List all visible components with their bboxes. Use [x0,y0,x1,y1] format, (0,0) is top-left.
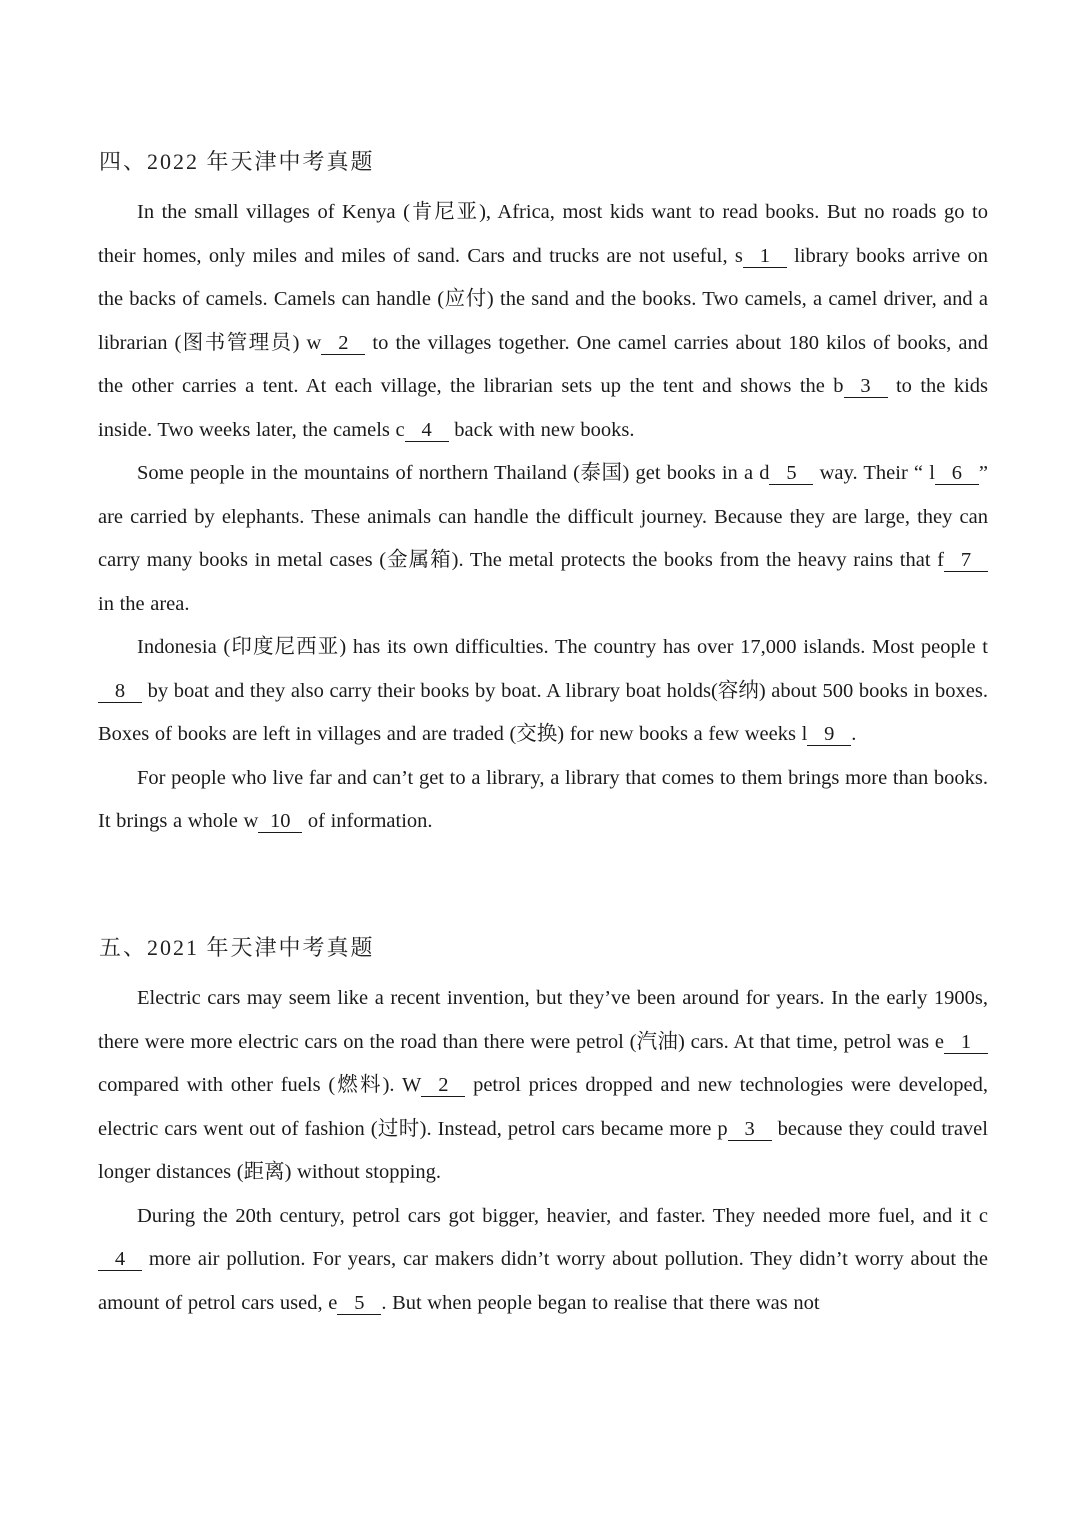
section-5-heading: 五、2021 年天津中考真题 [99,935,375,960]
passage-text: compared with other fuels (燃料). W [98,1074,422,1096]
answer-blank[interactable]: 7 [944,549,988,572]
passage-paragraph [98,1195,988,1326]
passage-text: Electric cars may seem like a recent invention, but they’ve been around for years. In the early 1900s, there were more electric cars on the road than there were petrol (汽油) cars. At that time, petrol was e [98,987,988,1053]
answer-blank[interactable]: 5 [337,1292,381,1315]
answer-blank[interactable]: 3 [844,375,888,398]
section-4-passage [98,191,988,844]
answer-blank[interactable]: 5 [769,462,813,485]
passage-text: For people who live far and can’t get to a library, a library that comes to them brings more than books. It brings a whole w [98,766,988,832]
answer-blank[interactable]: 2 [321,332,365,355]
passage-text: ” are carried by elephants. These animals can handle the difficult journey. Because they are large, they can carry many books in metal cases (金属箱). The metal protects the books from the heavy rains that f [98,462,988,571]
passage-text: to the villages together. One camel carries about 180 kilos of books, and the other carries a tent. At each village, the librarian sets up the tent and shows the b [98,331,988,397]
answer-blank[interactable]: 1 [944,1031,988,1054]
answer-blank[interactable]: 10 [258,810,302,833]
answer-blank[interactable]: 8 [98,680,142,703]
answer-blank[interactable]: 4 [98,1248,142,1271]
passage-text: way. Their “ l [813,462,935,484]
passage-text: In the small villages of Kenya (肯尼亚), Africa, most kids want to read books. But no roads go to their homes, only miles and miles of sand. Cars and trucks are not useful, s [98,201,988,267]
answer-blank[interactable]: 2 [421,1074,465,1097]
answer-blank[interactable]: 6 [935,462,979,485]
passage-paragraph [98,757,988,844]
section-5-passage [98,977,988,1325]
passage-text: by boat and they also carry their books by boat. A library boat holds(容纳) about 500 books in boxes. Boxes of books are left in villages and are traded (交换) for new books a few weeks l [98,679,988,745]
answer-blank[interactable]: 9 [807,723,851,746]
passage-text: . [851,723,857,745]
passage-paragraph [98,452,988,626]
passage-text: back with new books. [448,418,635,441]
passage-text: During the 20th century, petrol cars got bigger, heavier, and faster. They needed more fuel, and it c [137,1204,988,1227]
passage-text: of information. [302,810,433,832]
passage-text: in the area. [98,592,190,615]
section-4-heading: 四、2022 年天津中考真题 [99,149,375,174]
passage-text: to the kids inside. Two weeks later, the camels c [98,375,988,441]
answer-blank[interactable]: 1 [743,245,787,268]
passage-text: Some people in the mountains of northern Thailand (泰国) get books in a d [137,462,770,484]
answer-blank[interactable]: 4 [405,419,449,442]
passage-paragraph [98,191,988,452]
passage-text: petrol prices dropped and new technologies were developed, electric cars went out of fashion (过时). Instead, petrol cars became more p [98,1074,988,1140]
passage-text: library books arrive on the backs of camels. Camels can handle (应付) the sand and the books. Two camels, a camel driver, and a librarian (图书管理员) w [98,244,989,354]
passage-text: Indonesia (印度尼西亚) has its own difficulties. The country has over 17,000 islands. Most people t [137,636,988,658]
passage-text: . But when people began to realise that there was not [381,1291,820,1314]
passage-paragraph [98,626,988,757]
passage-paragraph [98,977,988,1195]
answer-blank[interactable]: 3 [728,1118,772,1141]
passage-text: more air pollution. For years, car makers didn’t worry about pollution. They didn’t worry about the amount of petrol cars used, e [98,1248,988,1314]
passage-text: because they could travel longer distances (距离) without stopping. [98,1117,988,1183]
